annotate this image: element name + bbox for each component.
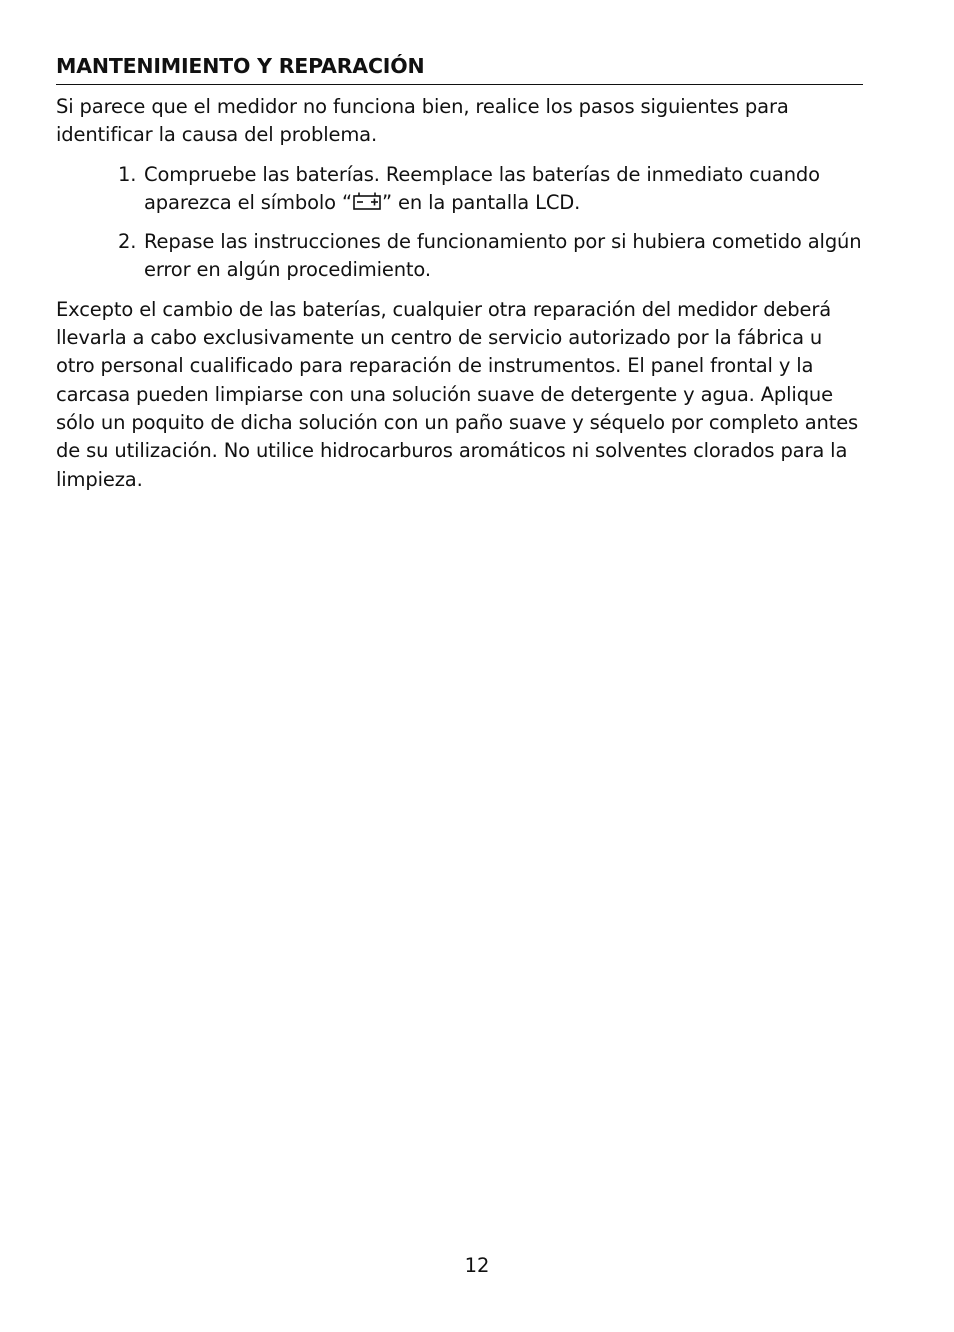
battery-icon bbox=[352, 191, 382, 211]
step-text: Repase las instrucciones de funcionamiento por si hubiera cometido algún error en algún procedimiento. bbox=[144, 230, 862, 282]
list-item bbox=[56, 228, 863, 285]
page-content bbox=[56, 50, 863, 494]
list-item bbox=[56, 161, 863, 218]
step-text-before: Compruebe las baterías. Reemplace las baterías de inmediato cuando aparezca el símbolo “ bbox=[144, 162, 820, 214]
page-number: 12 bbox=[464, 1254, 490, 1277]
section-title: MANTENIMIENTO Y REPARACIÓN bbox=[56, 50, 863, 85]
step-number: 2. bbox=[118, 230, 137, 254]
steps-list bbox=[56, 161, 863, 285]
closing-paragraph: Excepto el cambio de las baterías, cualquier otra reparación del medidor deberá llevarla a cabo exclusivamente un centro de servicio autorizado por la fábrica u otro personal cualificado para reparación de instrumentos. El panel frontal y la carcasa pueden limpiarse con una solución suave de detergente y agua. Aplique sólo un poquito de dicha solución con un paño suave y séquelo por completo antes de su utilización. No utilice hidrocarburos aromáticos ni solventes clorados para la limpieza. bbox=[56, 297, 859, 491]
intro-paragraph: Si parece que el medidor no funciona bien, realice los pasos siguientes para identificar la causa del problema. bbox=[56, 95, 789, 147]
step-number: 1. bbox=[118, 162, 137, 186]
step-text-after: ” en la pantalla LCD. bbox=[381, 190, 581, 214]
